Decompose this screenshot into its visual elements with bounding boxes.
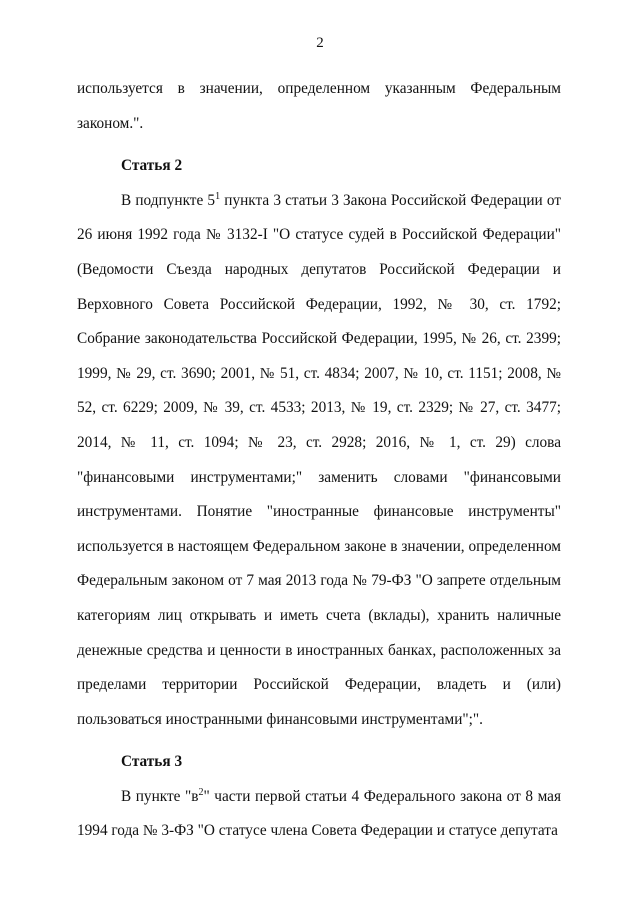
article-3-text-rest: " части первой статьи 4 Федерального закона от 8 мая 1994 года № 3-ФЗ "О статусе члена Совета Федерации и статусе депутата [77, 787, 561, 840]
article-3-superscript: 2 [198, 786, 204, 798]
page-number: 2 [316, 35, 324, 51]
article-3-heading: Статья 3 [121, 753, 183, 771]
article-2-heading: Статья 2 [121, 157, 183, 175]
continuation-paragraph: используется в значении, определенном указанным Федеральным законом.". [77, 80, 561, 132]
document-body [77, 72, 561, 849]
article-2-text-start: В подпункте 5 [121, 191, 216, 209]
article-3-text-start: В пункте "в [121, 787, 199, 805]
article-2-superscript: 1 [215, 190, 221, 202]
article-2-paragraph [77, 184, 561, 738]
article-2-text-rest: пункта 3 статьи 3 Закона Российской Федерации от 26 июня 1992 года № 3132-I "О статусе судей в Российской Федерации" (Ведомости Съезда народных депутатов Российской Федерации и Верховного Совета Российской Федерации, 1992, № 30, ст. 1792; Собрание законодательства Российской Федерации, 1995, № 26, ст. 2399; 1999, № 29, ст. 3690; 2001, № 51, ст. 4834; 2007, № 10, ст. 1151; 2008, № 52, ст. 6229; 2009, № 39, ст. 4533; 2013, № 19, ст. 2329; № 27, ст. 3477; 2014, № 11, ст. 1094; № 23, ст. 2928; 2016, № 1, ст. 29) слова "финансовыми инструментами;" заменить словами "финансовыми инструментами. Понятие "иностранные финансовые инструменты" используется в настоящем Федеральном законе в значении, определенном Федеральным законом от 7 мая 2013 года № 79-ФЗ "О запрете отдельным категориям лиц открывать и иметь счета (вклады), хранить наличные денежные средства и ценности в иностранных банках, расположенных за пределами территории Российской Федерации, владеть и (или) пользоваться иностранными финансовыми инструментами";". [77, 191, 562, 728]
article-3-paragraph [77, 780, 561, 849]
